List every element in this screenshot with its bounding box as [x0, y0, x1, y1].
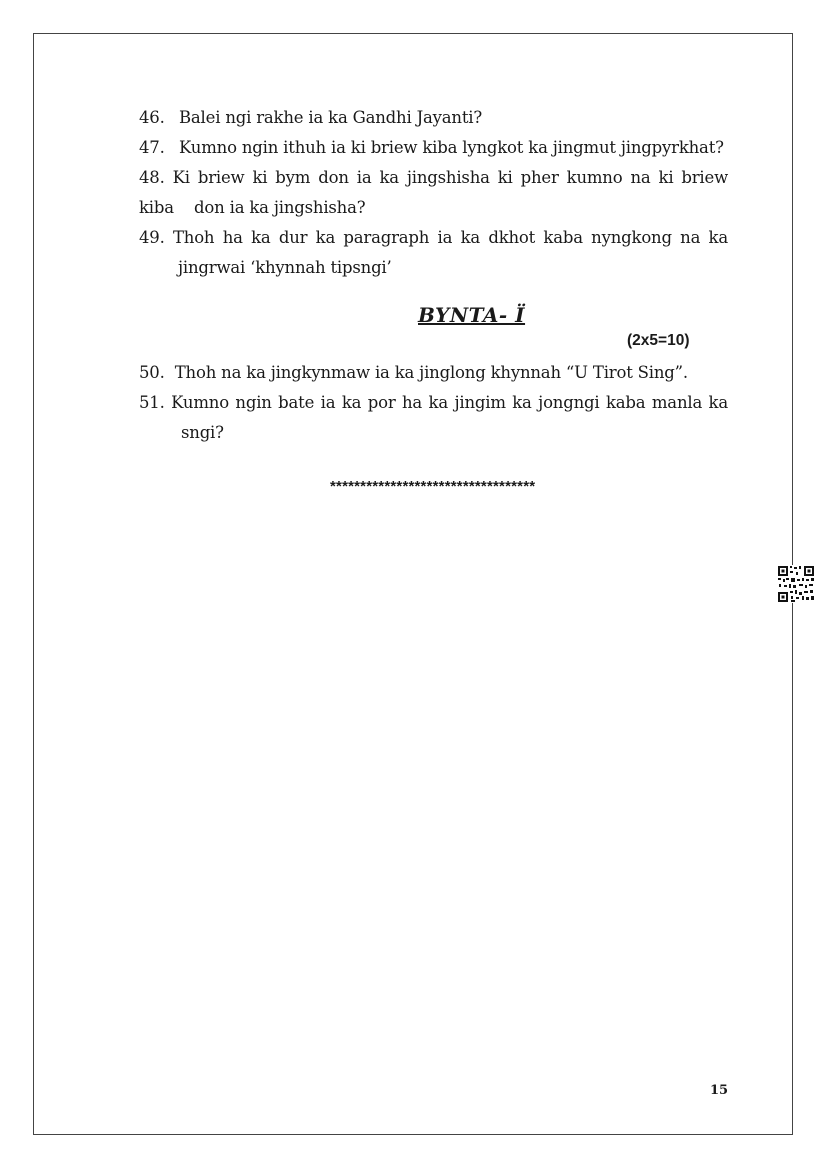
question-50	[139, 358, 728, 388]
question-text: Kumno ngin bate ia ka por ha ka jingim ka jongngi kaba manla ka	[171, 393, 728, 412]
question-number: 47.	[139, 138, 165, 157]
question-number: 46.	[139, 108, 165, 127]
question-text: Ki briew ki bym don ia ka jingshisha ki pher kumno na ki briew	[172, 168, 728, 187]
question-49	[139, 223, 728, 253]
question-47	[139, 133, 728, 163]
question-text: Balei ngi rakhe ia ka Gandhi Jayanti?	[179, 108, 482, 127]
question-48	[139, 163, 728, 193]
question-text: Kumno ngin ithuh ia ki briew kiba lyngkot ka jingmut jingpyrkhat?	[179, 138, 724, 157]
question-number: 49.	[139, 228, 165, 247]
section-marks: (2x5=10)	[627, 332, 690, 349]
page-number: 15	[710, 1083, 729, 1098]
question-49-continuation: jingrwai ‘khynnah tipsngi’	[178, 258, 392, 277]
question-46	[139, 103, 728, 133]
question-line	[139, 388, 728, 418]
question-text: Thoh ha ka dur ka paragraph ia ka dkhot kaba nyngkong na ka	[172, 228, 728, 247]
question-text: Thoh na ka jingkynmaw ia ka jinglong khynnah “U Tirot Sing”.	[174, 363, 688, 382]
qr-code-icon	[777, 565, 815, 603]
question-number: 51.	[139, 393, 165, 412]
question-number: 48.	[139, 168, 165, 187]
section-heading: BYNTA- Ï	[418, 303, 526, 327]
question-line	[139, 223, 728, 253]
question-51-continuation: sngi?	[181, 423, 224, 442]
question-line	[139, 163, 728, 193]
question-48-continuation: kiba don ia ka jingshisha?	[139, 198, 366, 217]
question-51	[139, 388, 728, 418]
separator-stars: **********************************	[330, 478, 536, 495]
question-number: 50.	[139, 363, 165, 382]
